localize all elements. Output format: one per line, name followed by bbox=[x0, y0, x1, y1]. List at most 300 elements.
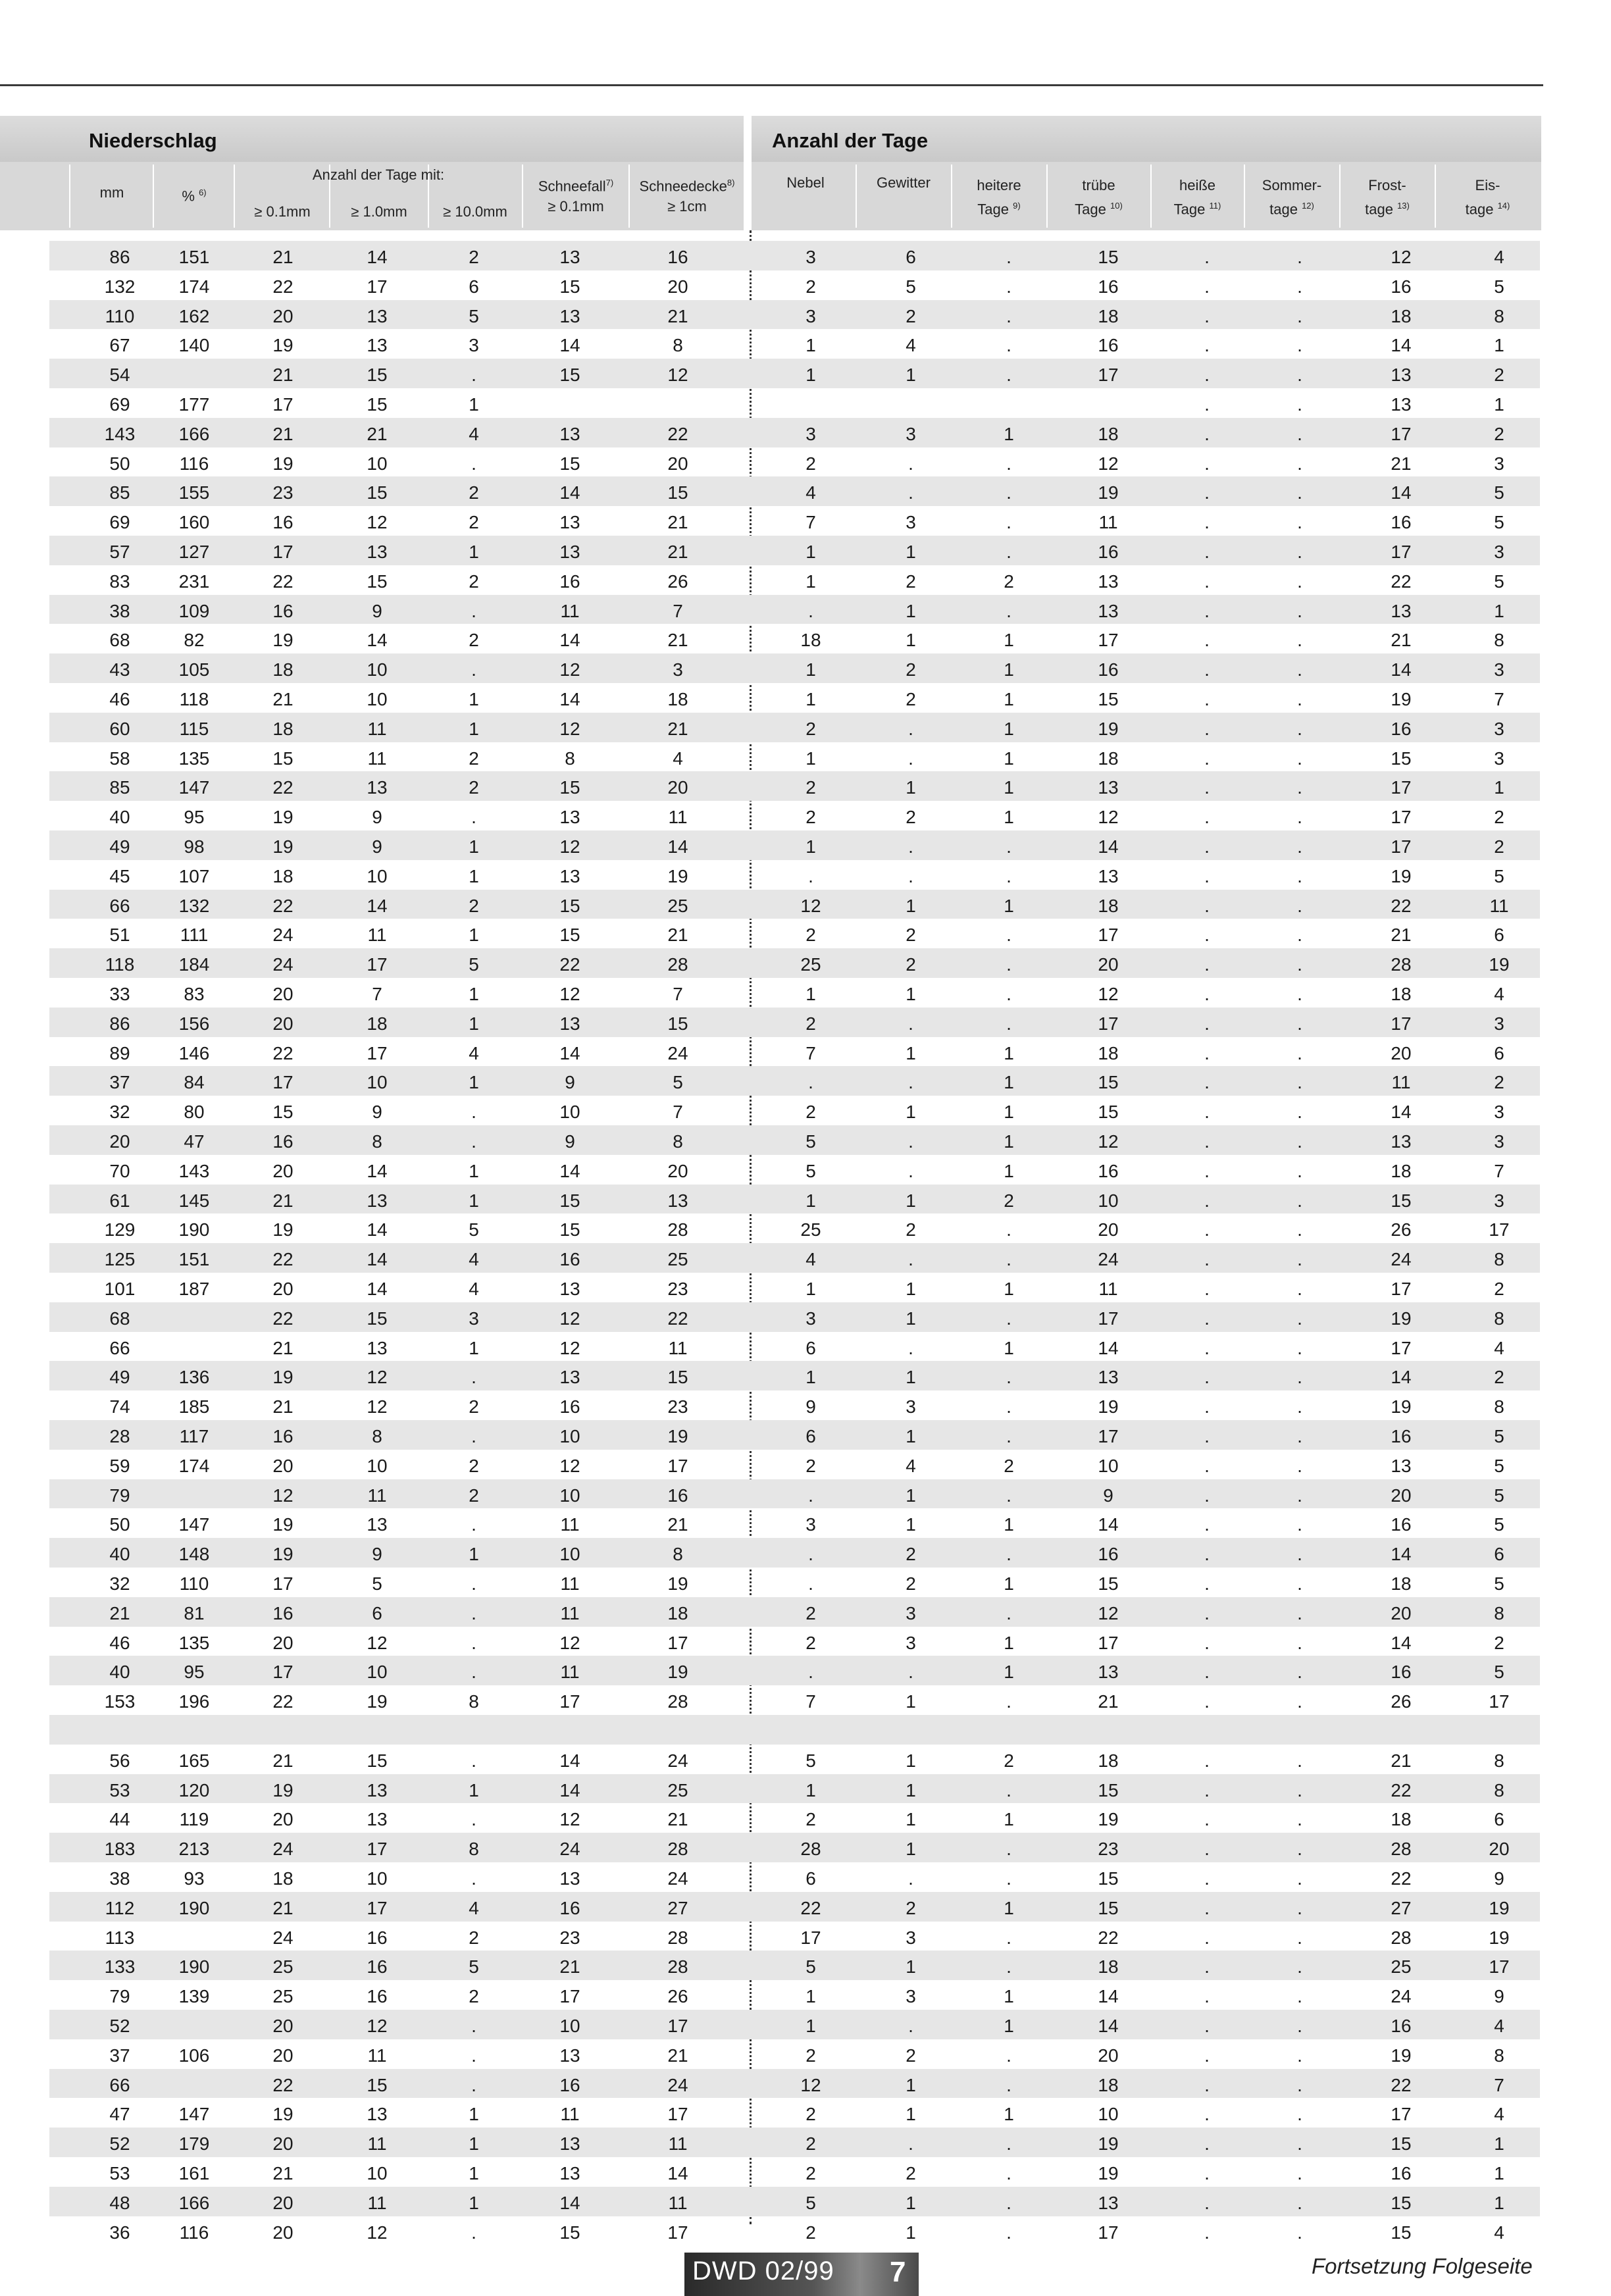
table-cell: . bbox=[1006, 276, 1011, 297]
table-cell: 1 bbox=[469, 865, 479, 886]
table-cell: 1 bbox=[469, 542, 479, 562]
table-cell: 84 bbox=[184, 1072, 205, 1093]
table-row bbox=[49, 1538, 1540, 1568]
table-cell: 15 bbox=[559, 276, 580, 297]
table-row bbox=[49, 329, 1540, 359]
table-cell: 2 bbox=[1494, 1367, 1504, 1388]
table-row bbox=[49, 2069, 1540, 2099]
table-cell: 8 bbox=[1494, 2045, 1504, 2066]
table-cell: 1 bbox=[906, 1279, 916, 1299]
col-header-mm: mm bbox=[99, 184, 124, 201]
table-cell: 19 bbox=[1489, 1897, 1510, 1918]
table-cell: 2 bbox=[906, 2163, 916, 2183]
table-cell: 21 bbox=[667, 630, 688, 651]
table-cell: . bbox=[1204, 482, 1210, 503]
table-cell: 8 bbox=[673, 335, 683, 356]
table-cell: 49 bbox=[109, 836, 130, 857]
table-cell: 15 bbox=[1098, 1102, 1119, 1123]
table-cell: 5 bbox=[1494, 512, 1504, 533]
table-cell: 5 bbox=[806, 1956, 816, 1977]
table-cell: 3 bbox=[1494, 1102, 1504, 1123]
table-row bbox=[49, 1390, 1540, 1420]
table-cell: . bbox=[1297, 1809, 1302, 1830]
table-row bbox=[49, 948, 1540, 978]
table-cell: 1 bbox=[1004, 1897, 1014, 1918]
table-row bbox=[49, 1862, 1540, 1892]
table-cell: 1 bbox=[906, 2222, 916, 2243]
table-cell: 11 bbox=[367, 2192, 387, 2213]
table-row bbox=[49, 447, 1540, 477]
table-cell: 25 bbox=[667, 1779, 688, 1800]
table-cell: 9 bbox=[372, 836, 382, 857]
table-cell: 13 bbox=[1098, 2192, 1119, 2213]
table-cell: 4 bbox=[1494, 984, 1504, 1004]
table-cell: 15 bbox=[1098, 1868, 1119, 1889]
table-cell: 14 bbox=[367, 895, 388, 916]
table-cell: . bbox=[1204, 2163, 1210, 2183]
table-cell: . bbox=[808, 1072, 813, 1093]
table-cell: 2 bbox=[806, 1455, 816, 1476]
table-cell: . bbox=[1006, 1779, 1011, 1800]
table-cell: 17 bbox=[272, 1072, 294, 1093]
table-cell: 116 bbox=[179, 2222, 209, 2243]
table-cell: 13 bbox=[559, 1013, 580, 1034]
table-cell: 12 bbox=[1098, 807, 1119, 828]
table-cell: 53 bbox=[109, 2163, 130, 2183]
table-cell: 5 bbox=[469, 1219, 479, 1240]
table-cell: 24 bbox=[272, 925, 294, 946]
table-cell: 16 bbox=[1391, 2163, 1412, 2183]
table-cell: 14 bbox=[367, 630, 388, 651]
table-cell: 4 bbox=[1494, 1337, 1504, 1358]
column-divider bbox=[1339, 165, 1341, 228]
table-cell: 13 bbox=[559, 423, 580, 444]
table-cell: 2 bbox=[469, 1485, 479, 1506]
table-cell: 24 bbox=[1391, 1249, 1412, 1270]
table-cell: 9 bbox=[372, 1544, 382, 1565]
table-cell: . bbox=[1204, 1455, 1210, 1476]
table-cell: 6 bbox=[1494, 925, 1504, 946]
table-cell: 2 bbox=[806, 1809, 816, 1830]
table-cell: 2 bbox=[469, 247, 479, 267]
table-row bbox=[49, 830, 1540, 860]
table-cell: 1 bbox=[1004, 1337, 1014, 1358]
table-cell: 19 bbox=[272, 1367, 294, 1388]
table-cell: . bbox=[1204, 689, 1210, 709]
table-cell: 19 bbox=[1391, 865, 1412, 886]
table-cell: 139 bbox=[178, 1986, 210, 2007]
table-cell: 10 bbox=[367, 1455, 388, 1476]
table-cell: . bbox=[1297, 1602, 1302, 1623]
table-cell: 12 bbox=[559, 1632, 580, 1653]
table-cell: 6 bbox=[806, 1868, 816, 1889]
table-cell: 16 bbox=[1391, 1662, 1412, 1683]
table-cell: 2 bbox=[469, 1986, 479, 2007]
table-row bbox=[49, 1450, 1540, 1479]
table-cell bbox=[771, 1715, 850, 1745]
table-cell: 36 bbox=[109, 2222, 130, 2243]
table-row bbox=[49, 1892, 1540, 1922]
table-cell: 20 bbox=[272, 1632, 294, 1653]
table-cell: 13 bbox=[559, 1868, 580, 1889]
table-cell: . bbox=[1297, 1279, 1302, 1299]
table-cell: 8 bbox=[1494, 630, 1504, 651]
section-title-anzahl-tage: Anzahl der Tage bbox=[772, 129, 929, 152]
table-cell: 7 bbox=[806, 512, 816, 533]
table-row bbox=[49, 713, 1540, 742]
table-cell: 1 bbox=[469, 2192, 479, 2213]
table-cell: 179 bbox=[178, 2133, 210, 2155]
table-cell: 16 bbox=[272, 1602, 294, 1623]
table-cell: 8 bbox=[372, 1131, 382, 1152]
table-row bbox=[49, 919, 1540, 948]
table-cell: 161 bbox=[178, 2163, 210, 2183]
table-cell: 7 bbox=[673, 600, 683, 621]
table-cell: 53 bbox=[109, 1779, 130, 1800]
table-cell: 1 bbox=[469, 1072, 479, 1093]
table-cell: . bbox=[1204, 305, 1210, 326]
table-cell: . bbox=[1204, 1750, 1210, 1771]
table-cell: 12 bbox=[559, 659, 580, 680]
table-cell: 18 bbox=[272, 1868, 294, 1889]
table-cell: 19 bbox=[1489, 954, 1510, 975]
col-header-schneefall: Schneefall$^{7)}$ ≥ 0.1mm bbox=[538, 178, 614, 215]
table-cell: 9 bbox=[1494, 1868, 1504, 1889]
table-cell: 132 bbox=[178, 895, 210, 916]
table-cell: 20 bbox=[109, 1131, 130, 1152]
table-cell: . bbox=[1297, 335, 1302, 356]
table-cell: 13 bbox=[1098, 1662, 1119, 1683]
column-divider bbox=[951, 165, 952, 228]
table-cell: 2 bbox=[1004, 1190, 1014, 1211]
table-cell: 1 bbox=[469, 1190, 479, 1211]
table-cell: 13 bbox=[559, 865, 580, 886]
table-cell: . bbox=[1204, 1662, 1210, 1683]
table-cell: 4 bbox=[1494, 2222, 1504, 2243]
page-number: 7 bbox=[890, 2256, 906, 2288]
table-cell: 8 bbox=[1494, 1308, 1504, 1329]
table-cell: . bbox=[1297, 1986, 1302, 2007]
table-cell: 22 bbox=[1391, 571, 1412, 592]
table-cell bbox=[338, 1715, 417, 1745]
table-cell: 28 bbox=[1391, 1839, 1412, 1860]
table-cell: 21 bbox=[667, 718, 688, 739]
table-cell: . bbox=[1006, 954, 1011, 975]
table-cell: 23 bbox=[559, 1927, 580, 1948]
table-cell: 15 bbox=[559, 1190, 580, 1211]
table-cell: 13 bbox=[559, 1367, 580, 1388]
table-cell: 13 bbox=[1391, 394, 1412, 415]
table-cell: 22 bbox=[667, 1308, 688, 1329]
table-cell: . bbox=[908, 865, 913, 886]
table-cell: 18 bbox=[1391, 1160, 1412, 1181]
table-row bbox=[49, 2216, 1540, 2246]
table-cell: . bbox=[1204, 1485, 1210, 1506]
table-cell: 85 bbox=[109, 777, 130, 798]
table-cell: 25 bbox=[800, 954, 821, 975]
table-cell: . bbox=[1297, 2016, 1302, 2036]
table-cell: . bbox=[1006, 2192, 1011, 2213]
table-cell: 10 bbox=[367, 689, 388, 709]
table-row bbox=[49, 1922, 1540, 1951]
table-cell: . bbox=[1204, 2222, 1210, 2243]
table-cell: 21 bbox=[1391, 925, 1412, 946]
table-cell: 46 bbox=[109, 689, 130, 709]
table-row bbox=[49, 653, 1540, 683]
top-rule bbox=[0, 84, 1543, 86]
table-cell: 38 bbox=[109, 1868, 130, 1889]
table-cell: 21 bbox=[272, 1396, 294, 1417]
table-cell: 1 bbox=[906, 777, 916, 798]
table-row bbox=[49, 241, 1540, 270]
col-header-gewitter: Gewitter bbox=[877, 174, 931, 191]
table-cell: 12 bbox=[559, 1455, 580, 1476]
table-cell: 19 bbox=[1098, 1396, 1119, 1417]
table-row bbox=[49, 1627, 1540, 1656]
table-cell: 25 bbox=[272, 1956, 294, 1977]
table-cell: 21 bbox=[272, 423, 294, 444]
table-cell: 67 bbox=[109, 335, 130, 356]
table-cell: . bbox=[1204, 2104, 1210, 2125]
table-cell: . bbox=[1297, 1396, 1302, 1417]
table-cell: . bbox=[1204, 512, 1210, 533]
table-cell: . bbox=[1297, 2222, 1302, 2243]
table-cell: 13 bbox=[559, 542, 580, 562]
table-cell: 20 bbox=[272, 1809, 294, 1830]
table-cell: 2 bbox=[469, 748, 479, 769]
table-cell: 1 bbox=[1004, 659, 1014, 680]
table-cell: . bbox=[471, 2222, 476, 2243]
table-cell: 14 bbox=[1391, 1367, 1412, 1388]
table-cell: 15 bbox=[367, 571, 388, 592]
table-row bbox=[49, 1037, 1540, 1067]
table-cell: 20 bbox=[272, 1279, 294, 1299]
table-cell: 1 bbox=[806, 542, 816, 562]
table-cell: 47 bbox=[109, 2104, 130, 2125]
table-cell: . bbox=[1297, 1779, 1302, 1800]
table-cell: . bbox=[1006, 2133, 1011, 2155]
table-cell: 17 bbox=[1391, 777, 1412, 798]
table-cell: 21 bbox=[109, 1602, 130, 1623]
table-row bbox=[49, 978, 1540, 1008]
table-cell: 14 bbox=[1098, 1514, 1119, 1535]
table-cell: 113 bbox=[105, 1927, 135, 1948]
table-cell: 1 bbox=[1004, 718, 1014, 739]
table-cell: 101 bbox=[104, 1279, 136, 1299]
table-cell: 54 bbox=[109, 365, 130, 386]
table-cell: . bbox=[1204, 394, 1210, 415]
table-cell: 10 bbox=[367, 2163, 388, 2183]
table-cell: 79 bbox=[109, 1986, 130, 2007]
table-cell: 7 bbox=[1494, 1160, 1504, 1181]
table-cell: . bbox=[1006, 925, 1011, 946]
table-cell: 28 bbox=[667, 1956, 688, 1977]
table-cell: 2 bbox=[906, 2045, 916, 2066]
table-cell: 16 bbox=[559, 571, 580, 592]
table-cell: 21 bbox=[667, 2045, 688, 2066]
table-cell bbox=[530, 388, 609, 418]
table-cell: . bbox=[1297, 1662, 1302, 1683]
table-cell: . bbox=[1297, 777, 1302, 798]
table-cell: 14 bbox=[559, 630, 580, 651]
table-cell: 147 bbox=[178, 1514, 210, 1535]
table-cell: 16 bbox=[1391, 1514, 1412, 1535]
table-cell: 82 bbox=[184, 630, 205, 651]
table-cell: . bbox=[1006, 482, 1011, 503]
table-cell bbox=[1069, 388, 1148, 418]
table-cell: . bbox=[808, 1544, 813, 1565]
table-cell: 12 bbox=[1391, 247, 1412, 267]
table-cell: 32 bbox=[109, 1102, 130, 1123]
table-cell: 21 bbox=[272, 1190, 294, 1211]
table-cell: 9 bbox=[565, 1131, 575, 1152]
table-row bbox=[49, 624, 1540, 653]
table-cell: . bbox=[1006, 2074, 1011, 2095]
table-cell: 17 bbox=[272, 1662, 294, 1683]
table-cell: . bbox=[1006, 1367, 1011, 1388]
table-cell: 5 bbox=[469, 954, 479, 975]
table-cell: 147 bbox=[178, 2104, 210, 2125]
table-cell bbox=[80, 1715, 159, 1745]
table-cell: 40 bbox=[109, 1662, 130, 1683]
table-cell: 20 bbox=[272, 2222, 294, 2243]
table-cell: 1 bbox=[906, 1514, 916, 1535]
table-cell: 21 bbox=[667, 1514, 688, 1535]
table-cell: . bbox=[1297, 1072, 1302, 1093]
table-cell: 20 bbox=[1098, 2045, 1119, 2066]
table-cell: 12 bbox=[1098, 984, 1119, 1004]
table-cell: 16 bbox=[559, 1897, 580, 1918]
table-cell: 44 bbox=[109, 1809, 130, 1830]
table-cell: 19 bbox=[667, 1426, 688, 1446]
table-cell: 8 bbox=[372, 1426, 382, 1446]
table-cell: 11 bbox=[668, 2192, 688, 2213]
table-cell: . bbox=[1204, 1160, 1210, 1181]
table-cell: 20 bbox=[1098, 1219, 1119, 1240]
table-cell: 13 bbox=[367, 777, 388, 798]
table-cell: 20 bbox=[1489, 1839, 1510, 1860]
table-cell: . bbox=[1297, 453, 1302, 474]
table-cell: 10 bbox=[559, 1426, 580, 1446]
table-cell: 12 bbox=[1098, 1131, 1119, 1152]
table-cell: 10 bbox=[367, 1072, 388, 1093]
table-cell: 17 bbox=[1098, 1426, 1119, 1446]
table-cell: . bbox=[1006, 1868, 1011, 1889]
table-cell: . bbox=[1204, 2016, 1210, 2036]
table-cell: 22 bbox=[559, 954, 580, 975]
table-cell: . bbox=[808, 1662, 813, 1683]
table-cell: 1 bbox=[1004, 748, 1014, 769]
table-cell: 17 bbox=[1098, 1308, 1119, 1329]
table-cell: . bbox=[1297, 305, 1302, 326]
table-cell: . bbox=[1204, 247, 1210, 267]
table-row bbox=[49, 1745, 1540, 1774]
table-cell: 3 bbox=[806, 305, 816, 326]
table-cell: 18 bbox=[1098, 748, 1119, 769]
table-cell: . bbox=[1297, 1367, 1302, 1388]
table-cell: . bbox=[1297, 1131, 1302, 1152]
table-cell: 17 bbox=[1391, 836, 1412, 857]
table-cell: 15 bbox=[559, 365, 580, 386]
table-cell: 11 bbox=[367, 2133, 387, 2155]
table-cell: 196 bbox=[178, 1691, 210, 1712]
table-cell: 2 bbox=[1494, 1072, 1504, 1093]
table-cell: 125 bbox=[104, 1249, 136, 1270]
table-cell: 2 bbox=[1004, 1455, 1014, 1476]
table-cell: 5 bbox=[1494, 865, 1504, 886]
table-cell: . bbox=[1204, 865, 1210, 886]
table-row bbox=[49, 1332, 1540, 1362]
table-cell: 105 bbox=[178, 659, 210, 680]
col-header-nebel: Nebel bbox=[786, 174, 825, 191]
table-row bbox=[49, 1685, 1540, 1715]
table-cell: 20 bbox=[272, 1160, 294, 1181]
table-cell bbox=[1167, 1715, 1246, 1745]
table-cell: 14 bbox=[1391, 335, 1412, 356]
table-cell: 162 bbox=[178, 305, 210, 326]
table-cell: 9 bbox=[372, 807, 382, 828]
table-cell: . bbox=[1006, 1396, 1011, 1417]
table-cell: 81 bbox=[184, 1602, 205, 1623]
table-cell: 85 bbox=[109, 482, 130, 503]
table-cell: 15 bbox=[1391, 2133, 1412, 2155]
table-row bbox=[49, 2128, 1540, 2157]
table-cell: 9 bbox=[806, 1396, 816, 1417]
table-cell: 5 bbox=[673, 1072, 683, 1093]
continuation-note: Fortsetzung Folgeseite bbox=[1312, 2254, 1533, 2278]
table-cell: 17 bbox=[1391, 1337, 1412, 1358]
table-cell: 2 bbox=[806, 2104, 816, 2125]
table-cell: 45 bbox=[109, 865, 130, 886]
table-cell: 14 bbox=[1098, 2016, 1119, 2036]
table-cell: 8 bbox=[1494, 1779, 1504, 1800]
table-row bbox=[49, 359, 1540, 388]
table-cell: 127 bbox=[178, 542, 210, 562]
table-cell: . bbox=[1297, 1455, 1302, 1476]
table-cell: . bbox=[1297, 1337, 1302, 1358]
table-cell: 20 bbox=[667, 1160, 688, 1181]
table-cell: . bbox=[908, 1662, 913, 1683]
table-cell: 18 bbox=[272, 865, 294, 886]
table-cell: 18 bbox=[1391, 1573, 1412, 1594]
table-cell: 28 bbox=[667, 954, 688, 975]
table-cell: 3 bbox=[906, 512, 916, 533]
table-cell: 83 bbox=[109, 571, 130, 592]
table-cell: 231 bbox=[178, 571, 210, 592]
table-row bbox=[49, 1243, 1540, 1273]
table-cell: . bbox=[1204, 807, 1210, 828]
table-cell: 26 bbox=[667, 1986, 688, 2007]
table-cell: 1 bbox=[1004, 1662, 1014, 1683]
table-cell: 15 bbox=[667, 1367, 688, 1388]
table-cell: 13 bbox=[367, 335, 388, 356]
table-cell: 2 bbox=[1494, 1632, 1504, 1653]
table-row bbox=[49, 1361, 1540, 1390]
table-cell bbox=[155, 1715, 234, 1745]
table-cell: 95 bbox=[184, 1662, 205, 1683]
table-cell: 52 bbox=[109, 2016, 130, 2036]
table-cell: 119 bbox=[179, 1809, 209, 1830]
table-cell: 3 bbox=[906, 1927, 916, 1948]
table-cell: . bbox=[1204, 1396, 1210, 1417]
table-cell: . bbox=[1204, 1042, 1210, 1063]
table-cell: 4 bbox=[469, 1897, 479, 1918]
table-cell: . bbox=[471, 365, 476, 386]
table-cell: 1 bbox=[906, 895, 916, 916]
table-cell: . bbox=[1297, 1632, 1302, 1653]
table-row bbox=[49, 1273, 1540, 1302]
table-cell: 16 bbox=[367, 1956, 388, 1977]
